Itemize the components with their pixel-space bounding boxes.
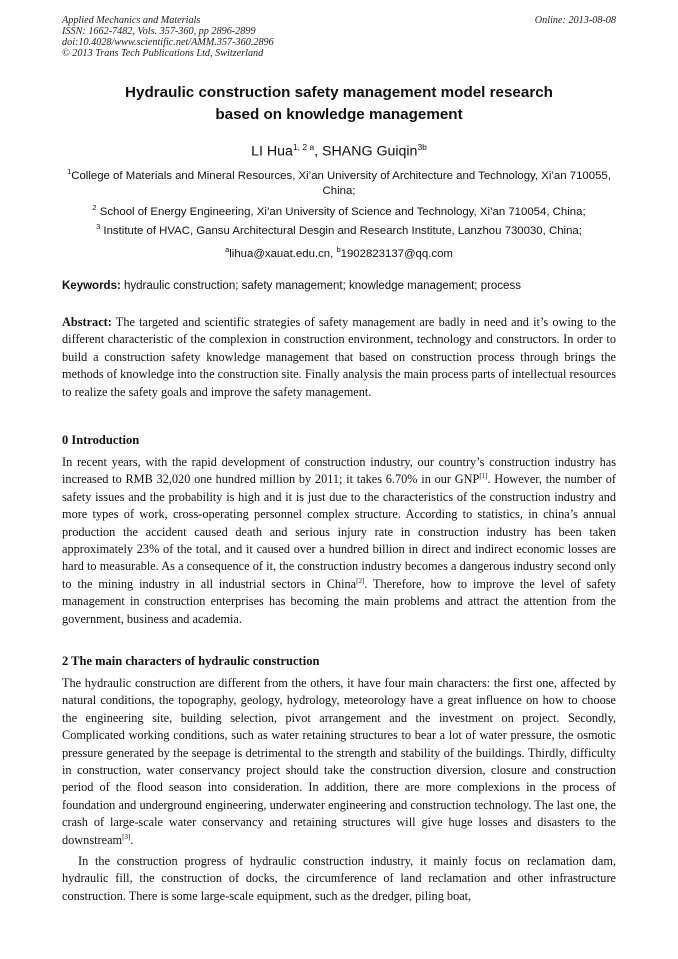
author-1-affil-marker: 1, 2 a bbox=[292, 142, 315, 152]
online-date: Online: 2013-08-08 bbox=[534, 15, 616, 26]
issn-line: ISSN: 1662-7482, Vols. 357-360, pp 2896-2899 bbox=[62, 26, 256, 37]
intro-text-part-2: . However, the number of safety issues and the probability is high and it is just due to the characteristics of the construction industry and more types of work, cross-operating personnel complex structure. According to statistics, in china’s annual production the accident caused death and serious injury rate in construction industry has been taken approximately 23% of the total, and it caused over a hundred billion in direct and indirect economic losses are hard to measurable. As a consequence of it, the construction industry becomes a dangerous industry second only to the mining industry in all industrial sectors in China bbox=[62, 472, 617, 591]
section-heading-introduction: 0 Introduction bbox=[62, 433, 140, 447]
journal-name: Applied Mechanics and Materials bbox=[62, 15, 201, 26]
abstract-label: Abstract: bbox=[62, 315, 112, 329]
characters-text-part-1: The hydraulic construction are different from the others, it have four main characters: the first one, affected by natural conditions, the topography, geology, hydrology, meteorology have a great influence on how to choose the engineering site, building selection, pivot arrangement and the investment on project. Secondly, Complicated working conditions, such as water retaining structures to bear a lot of water pressure, the osmotic pressure generated by the seepage is detrimental to the strength and stability of the buildings. Thirdly, difficulty in construction, water conservancy project should take the construction diversion, closure and construction period of the flood season into consideration. In addition, there are more complexions in the process of foundation and underground engineering, underwater engineering and construction technology. The last one, the crash of large-scale water conservancy and retaining structures will give huge losses and disasters to the downstream bbox=[62, 676, 616, 847]
characters-paragraph-1 bbox=[62, 675, 616, 849]
affiliation-1 bbox=[62, 164, 616, 199]
abstract-text: The targeted and scientific strategies of safety management are badly in need and it’s owing to the different characteristic of the complexion in construction environment, technology and constructors. In order to build a construction safety knowledge management that based on construction process through brings the methods of knowledge into the construction site. Finally analysis the main process parts of intellectual resources to realize the safety goals and improve the safety management. bbox=[62, 315, 616, 399]
affiliation-3-marker: 3 bbox=[96, 222, 101, 231]
abstract bbox=[62, 314, 616, 401]
title-line-1: Hydraulic construction safety management model research bbox=[125, 84, 553, 101]
characters-paragraph-2: In the construction progress of hydraulic construction industry, it mainly focus on reclamation dam, hydraulic fill, the construction of docks, the circumference of land reclamation and other infrastructure construction. There is some large-scale equipment, such as the dredger, piling boat, bbox=[62, 854, 616, 903]
affiliation-3-text: Institute of HVAC, Gansu Architectural Desgin and Research Institute, Lanzhou 730030, China; bbox=[100, 224, 582, 237]
affiliation-2-marker: 2 bbox=[92, 203, 97, 212]
paper-title bbox=[62, 82, 616, 126]
email-a: lihua@xauat.edu.cn, bbox=[229, 247, 337, 260]
author-2-affil-marker: 3b bbox=[417, 142, 427, 152]
email-b: 1902823137@qq.com bbox=[340, 247, 453, 260]
characters-text-part-2: . bbox=[130, 832, 134, 847]
keywords bbox=[62, 279, 616, 294]
affiliation-3 bbox=[62, 219, 616, 239]
affiliation-2 bbox=[62, 200, 616, 220]
author-separator: , bbox=[314, 143, 323, 160]
intro-text-part-3: . Therefore, how to improve the level of safety management in construction enterprises has becoming the main problems and attract the attention from the government, business and academia. bbox=[62, 576, 617, 626]
keywords-text: hydraulic construction; safety management; knowledge management; process bbox=[120, 280, 521, 292]
affiliation-2-text: School of Energy Engineering, Xi’an University of Science and Technology, Xi’an 710054, China; bbox=[96, 205, 586, 218]
author-2-name: SHANG Guiqin bbox=[322, 143, 418, 160]
citation-1: [1] bbox=[479, 472, 488, 481]
doi-line: doi:10.4028/www.scientific.net/AMM.357-360.2896 bbox=[62, 37, 274, 48]
introduction-paragraph bbox=[62, 454, 616, 628]
copyright-line: © 2013 Trans Tech Publications Ltd, Switzerland bbox=[62, 48, 264, 59]
email-a-marker: a bbox=[225, 245, 230, 254]
email-b-marker: b bbox=[336, 245, 341, 254]
author-emails bbox=[62, 242, 616, 262]
citation-2: [2] bbox=[356, 576, 365, 585]
affiliation-1-text: College of Materials and Mineral Resources, Xi’an University of Architecture and Technology, Xi’an 710055, China; bbox=[71, 169, 611, 197]
journal-header bbox=[62, 15, 616, 59]
keywords-label: Keywords: bbox=[62, 280, 121, 292]
author-1-name: LI Hua bbox=[251, 143, 293, 160]
affiliation-1-marker: 1 bbox=[67, 167, 72, 176]
section-heading-main-characters: 2 The main characters of hydraulic construction bbox=[62, 654, 320, 668]
title-line-2: based on knowledge management bbox=[215, 106, 463, 123]
intro-text-part-1: In recent years, with the rapid development of construction industry, our country’s construction industry has increased to RMB 32,020 one hundred million by 2011; it takes 6.70% in our GNP bbox=[62, 455, 616, 487]
author-list bbox=[62, 138, 616, 161]
citation-3: [3] bbox=[122, 832, 131, 841]
